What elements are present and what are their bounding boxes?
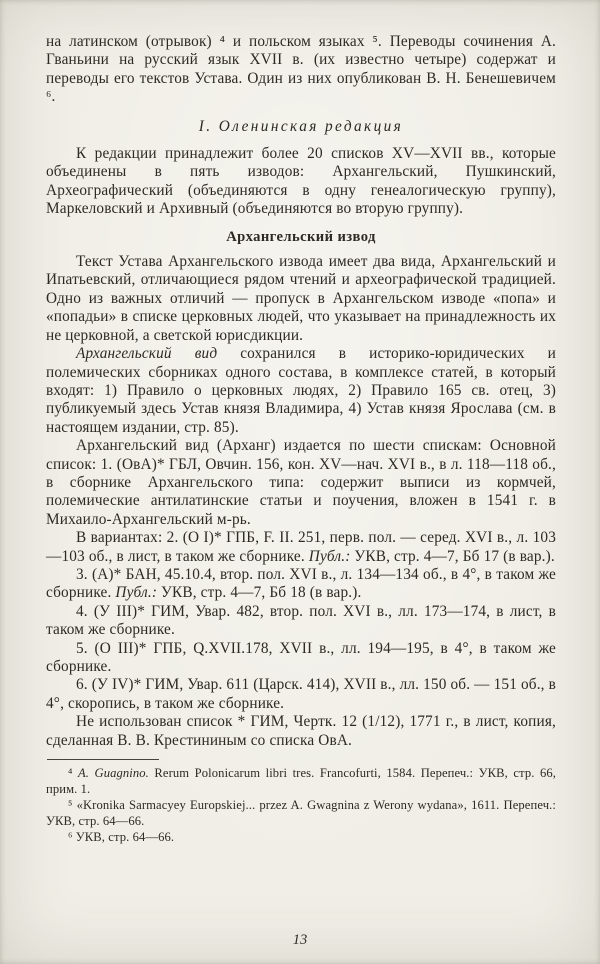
footnote-4-author: A. Guagnino.: [77, 766, 149, 781]
emphasis-publ-label: Публ.:: [308, 547, 351, 565]
text-block: [46, 33, 556, 846]
variant-2-publication: УКВ, стр. 4—7, Бб 17 (в вар.).: [350, 547, 555, 565]
footnote-5: ⁵ «Kronika Sarmacyey Europskiej... przez A. Gwagnina z Werony wydana», 1611. Перепеч.: УКВ, стр. 64—66.: [46, 797, 556, 828]
footnote-4-marker: ⁴: [68, 766, 78, 781]
emphasis-publ-label: Публ.:: [115, 584, 158, 602]
paragraph-vid-composition-text: сохранился в историко-юридических и полемических сборниках одного состава, в комплексе статей, в который входят: 1) Правило о церковных людях, 2) Правило 165 св. отец, 3) публикуемый здесь Устав князя Владимира, 4) Устав князя Ярослава (см. в настоящем издании, стр. 85).: [46, 345, 556, 436]
paragraph-manuscript-5: 5. (О III)* ГПБ, Q.XVII.178, XVII в., лл. 194—195, в 4°, в таком же сборнике.: [46, 639, 556, 675]
variant-2-text: В вариантах: 2. (О I)* ГПБ, F. II. 251, перв. пол. — серед. XVI в., л. 103—103 об., в лист, в таком же сборнике.: [46, 529, 556, 565]
paragraph-redaction-overview: К редакции принадлежит более 20 списков XV—XVII вв., которые объединены в пять изводов: Архангельский, Пушкинский, Археографический (объединяются в одну генеалогическую группу), Маркеловский и Архивный (объединяются во вторую группу).: [46, 145, 556, 218]
footnote-4: [46, 766, 556, 798]
manuscript-3-publication: УКВ, стр. 4—7, Бб 18 (в вар.).: [157, 584, 362, 602]
paragraph-izvod-two-vids: Текст Устава Архангельского извода имеет два вида, Архангельский и Ипатьевский, отличающиеся рядом чтений и археографической традицией. Одно из важных отличий — пропуск в Архангельском изводе «попа» и «попадьи» в списке церковных людей, что указывает на принадлежность их не церковной, а светской юрисдикции.: [46, 253, 556, 344]
paragraph-manuscript-4: 4. (У III)* ГИМ, Увар. 482, втор. пол. XVI в., лл. 173—174, в лист, в таком же сборнике.: [46, 602, 556, 639]
section-heading-olenin-redaction: I. Оленинская редакция: [198, 117, 404, 135]
subsection-heading-arkhangelsk-izvod: Архангельский извод: [226, 228, 376, 245]
paragraph-unused-manuscript: Не использован список * ГИМ, Чертк. 12 (1/12), 1771 г., в лист, копия, сделанная В. В. Крестининым со списка ОвА.: [46, 713, 556, 749]
manuscript-3-text: 3. (А)* БАН, 45.10.4, втор. пол. XVI в., л. 134—134 об., в 4°, в таком же сборнике.: [46, 565, 556, 602]
footnotes-block: [46, 759, 556, 846]
footnote-6: ⁶ УКВ, стр. 64—66.: [68, 829, 175, 844]
paragraph-main-manuscript-list: Архангельский вид (Арханг) издается по шести спискам: Основной список: 1. (ОвА)* ГБЛ, Овчин. 156, кон. XV—нач. XVI в., в л. 118—118 об., в сборнике Архангельского типа: содержит выписи из кормчей, полемические антилатинские статьи и поучения, вложен в 1541 г. в Михаило-Архангельский м-рь.: [46, 437, 556, 528]
paragraph-variant-manuscript-2: [46, 529, 556, 566]
footnote-separator: [47, 759, 159, 760]
footnote-4-text: Rerum Polonicarum libri tres. Francofurti, 1584. Перепеч.: УКВ, стр. 66, прим. 1.: [46, 766, 556, 796]
paragraph-manuscript-3: [46, 566, 556, 603]
paragraph-translations-continuation: на латинском (отрывок) ⁴ и польском языках ⁵. Переводы сочинения А. Гваньини на русский язык XVII в. (их известно четыре) содержат и переводы его текстов Устава. Один из них опубликован В. Н. Бенешевичем ⁶.: [46, 33, 556, 106]
emphasis-arkhangelsk-vid: Архангельский вид: [76, 345, 218, 363]
paragraph-manuscript-6: 6. (У IV)* ГИМ, Увар. 611 (Царск. 414), XVII в., лл. 150 об. — 151 об., в 4°, скоропись, в таком же сборнике.: [46, 676, 556, 712]
page-number: 13: [292, 932, 308, 948]
paragraph-vid-composition: [46, 345, 556, 437]
